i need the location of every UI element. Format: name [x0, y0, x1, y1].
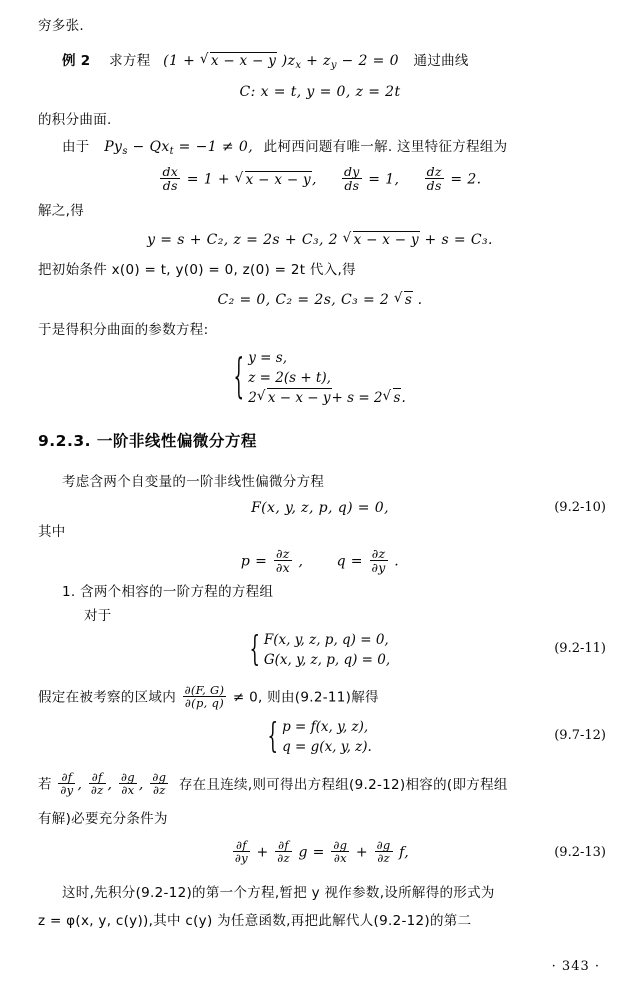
system-row: { y = s, [248, 350, 287, 366]
eq-sub: x [295, 60, 302, 71]
partial-fraction [331, 839, 349, 864]
equation-9-2-10: F(x, y, z, p, q) = 0, [251, 500, 389, 516]
brace-group [268, 718, 372, 757]
sqrt-radicand: x − x − y [210, 53, 277, 69]
curve-equation: C: x = t, y = 0, z = 2t [239, 84, 401, 100]
subsection-heading: 1. 含两个相容的一阶方程的方程组 [62, 584, 274, 600]
fraction-denominator: ∂z [90, 783, 104, 798]
fraction-numerator: dz [426, 164, 442, 179]
system-row: { p = f(x, y, z), [282, 719, 369, 735]
equation-9-2-13: $\frac{\partial f}{\partial y}$ + $\frac{\partial f}{\partial z}$ g = $\frac{\partial g}{\partial x}$ + $\frac{\partial g}{\partial z}$ f, [234, 838, 410, 866]
eq-part: f, [399, 844, 410, 861]
fraction-numerator: ∂g [152, 770, 167, 784]
fraction-numerator: dx [162, 164, 179, 179]
text-part: 存在且连续,则可得出方程组(9.2-12)相容的(即方程组 [178, 776, 508, 793]
fraction-numerator: dy [344, 164, 360, 179]
fraction-numerator: ∂z [276, 546, 290, 561]
system-9-2-11 [0, 631, 640, 670]
eq-part: )z [281, 53, 296, 69]
fraction-numerator: ∂z [371, 546, 386, 561]
fraction-numerator: ∂g [120, 770, 135, 784]
eq-part: y = s + C₂, z = 2s + C₃, 2 [147, 232, 338, 248]
constants-equation [0, 291, 640, 309]
fraction [425, 165, 444, 192]
equation-number: (9.2-10) [554, 500, 606, 515]
jacobian-fraction [183, 684, 227, 709]
fraction-numerator: ∂f [278, 838, 289, 852]
fraction-numerator: ∂g [333, 838, 348, 852]
eq-part: = 1, [368, 171, 400, 188]
text-line: 于是得积分曲面的参数方程: [38, 322, 209, 338]
system-9-2-12 [0, 718, 640, 757]
text-line [38, 262, 356, 278]
section-heading: 9.2.3. 一阶非线性偏微分方程 [38, 432, 257, 450]
eq-part: + s = C₃. [424, 232, 493, 248]
solution-equation [0, 231, 640, 249]
eq-sub: t [169, 146, 175, 157]
system-row: q = g(x, y, z). [282, 738, 372, 755]
example-label: 例 2 [62, 53, 91, 69]
fraction-numerator: ∂f [91, 770, 103, 784]
fraction-denominator: ∂y [371, 560, 386, 576]
text-line: 有解)必要充分条件为 [38, 811, 168, 827]
fraction-numerator: ∂f [61, 770, 73, 784]
eq-part: , [298, 553, 304, 570]
brace-group [250, 631, 390, 670]
example-verb: 求方程 [109, 53, 151, 69]
eq-part: + z [306, 53, 331, 69]
text-line: 这时,先积分(9.2-12)的第一个方程,暂把 y 视作参数,设所解得的形式为 [62, 885, 495, 901]
text-part: 此柯西问题有唯一解. 这里特征方程组为 [263, 139, 508, 155]
fraction-denominator: ∂z [375, 851, 393, 864]
sqrt-expr [235, 171, 312, 188]
eq-part: − Qx [132, 139, 170, 155]
fraction [274, 547, 292, 574]
fraction-denominator: ∂y [60, 783, 74, 798]
fraction-denominator: ds [425, 178, 444, 192]
text-part: 若 [38, 776, 52, 793]
pq-definition [0, 548, 640, 575]
partial-fraction [150, 771, 168, 796]
sqrt-expr [257, 388, 332, 409]
fraction-denominator: ds [342, 178, 362, 192]
eq-part: , [311, 171, 317, 188]
equation-number: (9.7-12) [554, 728, 606, 743]
eq-part: = −1 ≠ 0, [178, 139, 254, 155]
system-row: z = 2(s + t), [248, 369, 331, 386]
equation-number: (9.2-13) [554, 845, 606, 860]
fraction-denominator: ∂(p, q) [183, 696, 227, 709]
sqrt-radicand: s [393, 388, 402, 409]
text-part: 把初始条件 x(0) = t, y(0) = 0, z(0) = 2t 代入,得 [38, 262, 356, 278]
text-line [38, 685, 379, 710]
fraction-denominator: ∂z [150, 783, 168, 796]
text-line: 穷多张. [38, 18, 84, 34]
partial-fraction [275, 839, 292, 864]
eq-part: p = [240, 553, 268, 570]
fraction [160, 165, 180, 192]
partial-fraction [89, 771, 106, 796]
eq-part: g = [298, 844, 325, 861]
sqrt-radicand: x − x − y [353, 232, 419, 248]
fraction-denominator: ds [160, 178, 180, 192]
brace-group [234, 349, 406, 409]
fraction [342, 165, 362, 192]
sqrt-radicand: x − x − y [267, 388, 332, 409]
system-row [248, 388, 406, 409]
eq-part: C₂ = 0, C₂ = 2s, C₃ = 2 [217, 292, 390, 308]
example-line [62, 52, 469, 70]
fraction-denominator: ∂x [119, 783, 137, 796]
fraction-denominator: ∂x [275, 560, 290, 576]
eq-part: = 2. [450, 171, 482, 188]
partial-fraction [375, 839, 393, 864]
eq-part: + s = 2 [331, 390, 383, 407]
sqrt-radicand: s [404, 292, 413, 308]
sqrt-expr [394, 291, 413, 308]
fraction-numerator: ∂f [236, 838, 247, 852]
text-part: ≠ 0, 则由(9.2-11)解得 [232, 689, 379, 706]
eq-part: − 2 = 0 [341, 53, 399, 69]
eq-part: . [417, 292, 423, 308]
parametric-system [0, 349, 640, 409]
characteristic-equations [0, 166, 640, 193]
sqrt-expr [383, 388, 402, 409]
fraction-denominator: ∂z [277, 851, 290, 866]
sqrt-expr [200, 52, 277, 69]
text-line: 解之,得 [38, 203, 84, 219]
fraction-denominator: ∂x [331, 851, 349, 864]
eq-part: 2 [248, 390, 257, 407]
eq-part: . [394, 553, 400, 570]
eq-part: . [401, 390, 406, 407]
text-line: 若 $\frac{\partial f}{\partial y}$ , $\frac{\partial f}{\partial z}$ , $\frac{\partial g}{\partial x}$ , $\frac{\partial g}{\partial z}$ 存在且连续,则可得出方程组(9.2-12)相容的(即方程组 [38, 770, 508, 798]
eq-part: = 1 + [186, 171, 231, 188]
sqrt-radicand: x − x − y [245, 171, 311, 188]
text-line: z = φ(x, y, c(y)),其中 c(y) 为任意函数,再把此解代人(9.2-12)的第二 [38, 913, 472, 929]
text-part: 假定在被考察的区域内 [38, 689, 176, 706]
text-line: 其中 [38, 524, 66, 540]
eq-tail: 通过曲线 [413, 53, 469, 69]
system-row: { F(x, y, z, p, q) = 0, [263, 632, 389, 648]
eq-part: q = [336, 553, 363, 570]
sqrt-expr [343, 231, 420, 248]
page-number: · 343 · [551, 959, 600, 974]
text-line: 的积分曲面. [38, 112, 112, 128]
text-part: 由于 [62, 139, 90, 155]
text-line [62, 139, 507, 156]
eq-part: (1 + [163, 53, 196, 69]
system-row: G(x, y, z, p, q) = 0, [263, 651, 391, 668]
fraction-denominator: ∂y [234, 851, 248, 866]
fraction [370, 547, 388, 574]
text-line: 对于 [84, 608, 112, 624]
partial-fraction [119, 771, 137, 796]
partial-fraction [233, 839, 250, 864]
eq-part: Py [104, 139, 123, 155]
text-line: 考虑含两个自变量的一阶非线性偏微分方程 [62, 474, 325, 490]
fraction-numerator: ∂g [376, 838, 391, 852]
eq-sub: s [122, 146, 128, 157]
fraction-numerator: ∂(F, G) [184, 683, 225, 697]
equation-number: (9.2-11) [554, 641, 606, 656]
partial-fraction [58, 771, 75, 796]
eq-sub: y [330, 60, 337, 71]
